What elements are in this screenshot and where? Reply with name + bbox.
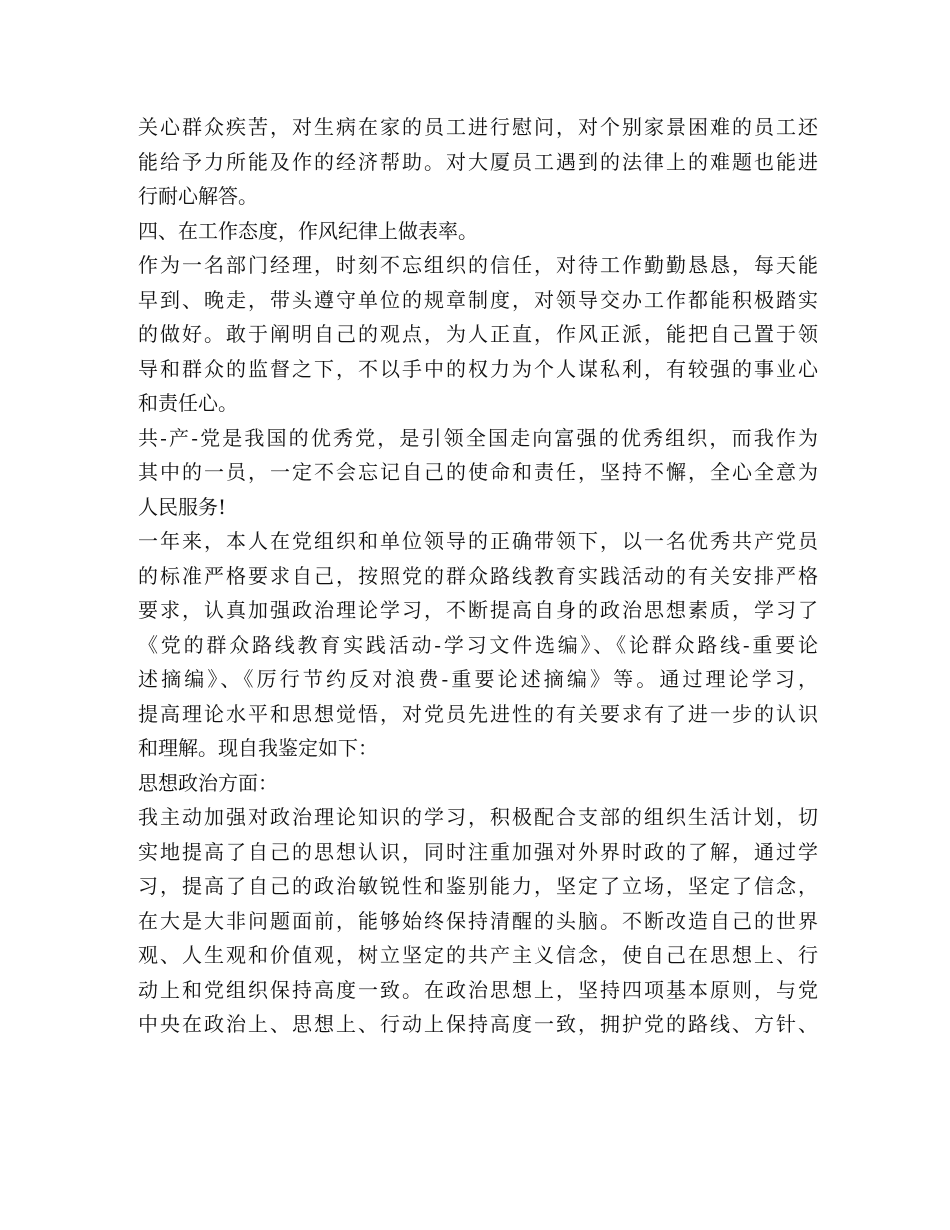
text-line-8: 导和群众的监督之下，不以手中的权力为个人谋私利，有较强的事业心	[138, 356, 818, 381]
text-line-15: 要求，认真加强政治理论学习，不断提高自身的政治思想素质，学习了	[138, 598, 818, 622]
text-line-19: 和理解。现自我鉴定如下：	[138, 736, 378, 760]
text-line-11: 其中的一员，一定不会忘记自己的使命和责任，坚持不懈，全心全意为	[138, 460, 818, 484]
text-line-27: 中央在政治上、思想上、行动上保持高度一致，拥护党的路线、方针、	[138, 1012, 818, 1036]
text-line-10: 共-产-党是我国的优秀党，是引领全国走向富强的优秀组织，而我作为	[138, 425, 818, 450]
text-line-24: 在大是大非问题面前，能够始终保持清醒的头脑。不断改造自己的世界	[138, 908, 818, 933]
text-line-12: 人民服务!	[138, 494, 227, 519]
text-line-18: 提高理论水平和思想觉悟，对党员先进性的有关要求有了进一步的认识	[138, 701, 818, 726]
text-line-26: 动上和党组织保持高度一致。在政治思想上，坚持四项基本原则，与党	[138, 977, 818, 1002]
text-line-9: 和责任心。	[138, 391, 238, 415]
text-line-7: 的做好。敢于阐明自己的观点，为人正直，作风正派，能把自己置于领	[138, 322, 818, 346]
document-page	[138, 110, 818, 1042]
section-heading-political-thought: 思想政治方面：	[138, 770, 278, 795]
text-line-1: 关心群众疾苦，对生病在家的员工进行慰问，对个别家景困难的员工还	[138, 115, 818, 139]
text-line-2: 能给予力所能及作的经济帮助。对大厦员工遇到的法律上的难题也能进	[138, 149, 818, 174]
text-line-17: 述摘编》、《厉行节约反对浪费-重要论述摘编》等。通过理论学习，	[138, 667, 818, 691]
text-line-14: 的标准严格要求自己，按照党的群众路线教育实践活动的有关安排严格	[138, 563, 818, 588]
text-line-23: 习，提高了自己的政治敏锐性和鉴别能力，坚定了立场，坚定了信念，	[138, 874, 818, 898]
text-line-25: 观、人生观和价值观，树立坚定的共产主义信念，使自己在思想上、行	[138, 943, 818, 967]
section-heading-work-attitude: 四、在工作态度，作风纪律上做表率。	[138, 218, 478, 243]
text-line-13: 一年来，本人在党组织和单位领导的正确带领下，以一名优秀共产党员	[138, 529, 818, 553]
text-line-21: 我主动加强对政治理论知识的学习，积极配合支部的组织生活计划，切	[138, 805, 818, 829]
text-line-3: 行耐心解答。	[138, 184, 258, 208]
text-line-16: 《党的群众路线教育实践活动-学习文件选编》、《论群众路线-重要论	[138, 632, 818, 657]
text-line-5: 作为一名部门经理，时刻不忘组织的信任，对待工作勤勤恳恳，每天能	[138, 253, 818, 277]
text-line-6: 早到、晚走，带头遵守单位的规章制度，对领导交办工作都能积极踏实	[138, 287, 818, 312]
text-line-22: 实地提高了自己的思想认识，同时注重加强对外界时政的了解，通过学	[138, 839, 818, 864]
